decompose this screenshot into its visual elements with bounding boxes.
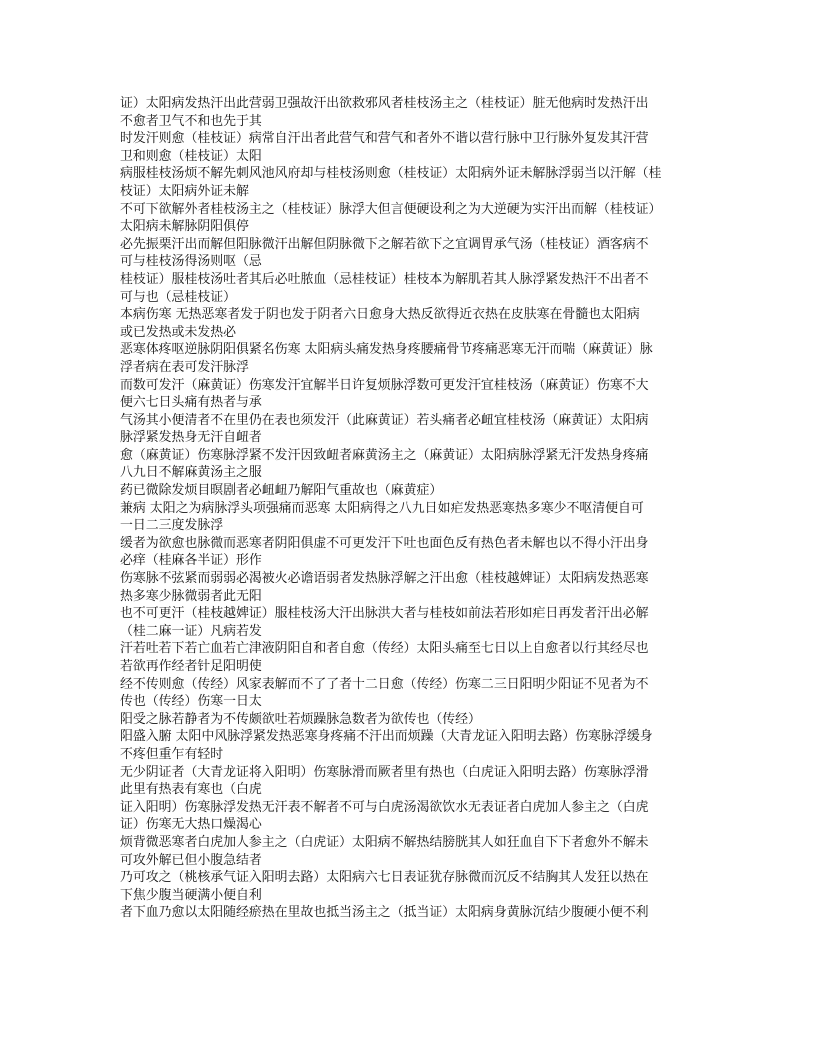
text-line: 卫和则愈（桂枝证）太阳 [120, 148, 262, 164]
text-line: 病服桂枝汤烦不解先刺风池风府却与桂枝汤则愈（桂枝证）太阳病外证未解脉浮弱当以汗解（桂 [120, 166, 662, 182]
text-line: 也不可更汗（桂枝越婢证）服桂枝汤大汗出脉洪大者与桂枝如前法若形如疟日再发者汗出必解 [120, 606, 649, 622]
text-line: 而数可发汗（麻黄证）伤寒发汗宜解半日许复烦脉浮数可更发汗宜桂枝汤（麻黄证）伤寒不大 [120, 377, 649, 393]
text-line: 阳受之脉若静者为不传颇欲吐若烦躁脉急数者为欲传也（传经） [120, 711, 481, 727]
text-line: 便六七日头痛有热者与承 [120, 395, 262, 411]
text-line: （桂二麻一证）凡病若发 [120, 623, 262, 639]
text-line: 太阳病未解脉阴阳俱停 [120, 219, 249, 235]
text-line: 不疼但重乍有轻时 [120, 746, 224, 762]
text-line: 八九日不解麻黄汤主之服 [120, 465, 262, 481]
text-line: 或已发热或未发热必 [120, 324, 237, 340]
text-line: 枝证）太阳病外证未解 [120, 183, 249, 199]
text-line: 热多寒少脉微弱者此无阳 [120, 588, 262, 604]
text-line: 不可下欲解外者桂枝汤主之（桂枝证）脉浮大但言便硬设利之为大逆硬为实汗出而解（桂枝证） [120, 201, 662, 217]
text-line: 传也（传经）伤寒一日太 [120, 694, 262, 710]
text-line: 可攻外解已但小腹急结者 [120, 852, 262, 868]
text-line: 本病伤寒 无热恶寒者发于阴也发于阴者六日愈身大热反欲得近衣热在皮肤寒在骨髓也太阳病 [120, 307, 640, 323]
text-line: 可与桂枝汤得汤则呕（忌 [120, 254, 262, 270]
text-line: 恶寒体疼呕逆脉阴阳俱紧名伤寒 太阳病头痛发热身疼腰痛骨节疼痛恶寒无汗而喘（麻黄证）脉 [120, 342, 653, 358]
text-line: 不愈者卫气不和也先于其 [120, 113, 262, 129]
text-line: 证）伤寒无大热口燥渴心 [120, 817, 262, 833]
text-line: 此里有热表有寒也（白虎 [120, 782, 262, 798]
text-line: 脉浮紧发热身无汗自衄者 [120, 430, 262, 446]
text-line: 证入阳明）伤寒脉浮发热无汗表不解者不可与白虎汤渴欲饮水无表证者白虎加人参主之（白虎 [120, 799, 649, 815]
text-line: 药已微除发烦目暝剧者必衄衄乃解阳气重故也（麻黄症） [120, 483, 443, 499]
text-line: 必先振栗汗出而解但阳脉微汗出解但阴脉微下之解若欲下之宜调胃承气汤（桂枝证）酒客病不 [120, 236, 649, 252]
text-line: 阳盛入腑 太阳中风脉浮紧发热恶寒身疼痛不汗出而烦躁（大青龙证入阳明去路）伤寒脉浮缓身 [120, 729, 653, 745]
text-line: 可与也（忌桂枝证） [120, 289, 237, 305]
text-line: 桂枝证）服桂枝汤吐者其后必吐脓血（忌桂枝证）桂枝本为解肌若其人脉浮紧发热汗不出者不 [120, 271, 649, 287]
text-line: 时发汗则愈（桂枝证）病常自汗出者此营气和营气和者外不谐以营行脉中卫行脉外复发其汗营 [120, 131, 649, 147]
text-line: 烦背微恶寒者白虎加人参主之（白虎证）太阳病不解热结膀胱其人如狂血自下下者愈外不解未 [120, 834, 649, 850]
text-line: 伤寒脉不弦紧而弱弱必渴被火必谵语弱者发热脉浮解之汗出愈（桂枝越婢证）太阳病发热恶寒 [120, 571, 649, 587]
text-line: 者下血乃愈以太阳随经瘀热在里故也抵当汤主之（抵当证）太阳病身黄脉沉结少腹硬小便不利 [120, 905, 649, 921]
text-line: 乃可攻之（桃核承气证入阳明去路）太阳病六七日表证犹存脉微而沉反不结胸其人发狂以热在 [120, 870, 649, 886]
text-line: 浮者病在表可发汗脉浮 [120, 359, 249, 375]
text-line: 汗若吐若下若亡血若亡津液阴阳自和者自愈（传经）太阳头痛至七日以上自愈者以行其经尽也 [120, 641, 649, 657]
text-line: 证）太阳病发热汗出此营弱卫强故汗出欲救邪风者桂枝汤主之（桂枝证）脏无他病时发热汗出 [120, 96, 649, 111]
text-line: 愈（麻黄证）伤寒脉浮紧不发汗因致衄者麻黄汤主之（麻黄证）太阳病脉浮紧无汗发热身疼痛 [120, 447, 649, 463]
text-line: 缓者为欲愈也脉微而恶寒者阴阳俱虚不可更发汗下吐也面色反有热色者未解也以不得小汗出身 [120, 535, 649, 551]
text-line: 下焦少腹当硬满小便自利 [120, 887, 262, 903]
text-line: 必痒（桂麻各半证）形作 [120, 553, 262, 569]
document-page [120, 95, 710, 922]
text-line: 无少阴证者（大青龙证将入阳明）伤寒脉滑而厥者里有热也（白虎证入阳明去路）伤寒脉浮滑 [120, 764, 649, 780]
text-line: 兼病 太阳之为病脉浮头项强痛而恶寒 太阳病得之八九日如疟发热恶寒热多寒少不呕清便自可 [120, 500, 644, 516]
text-line: 一日二三度发脉浮 [120, 518, 224, 534]
text-line: 若欲再作经者针足阳明使 [120, 659, 262, 674]
text-line: 经不传则愈（传经）风家表解而不了了者十二日愈（传经）伤寒二三日阳明少阳证不见者为不 [120, 676, 649, 692]
text-line: 气汤其小便清者不在里仍在表也须发汗（此麻黄证）若头痛者必衄宜桂枝汤（麻黄证）太阳病 [120, 412, 649, 428]
